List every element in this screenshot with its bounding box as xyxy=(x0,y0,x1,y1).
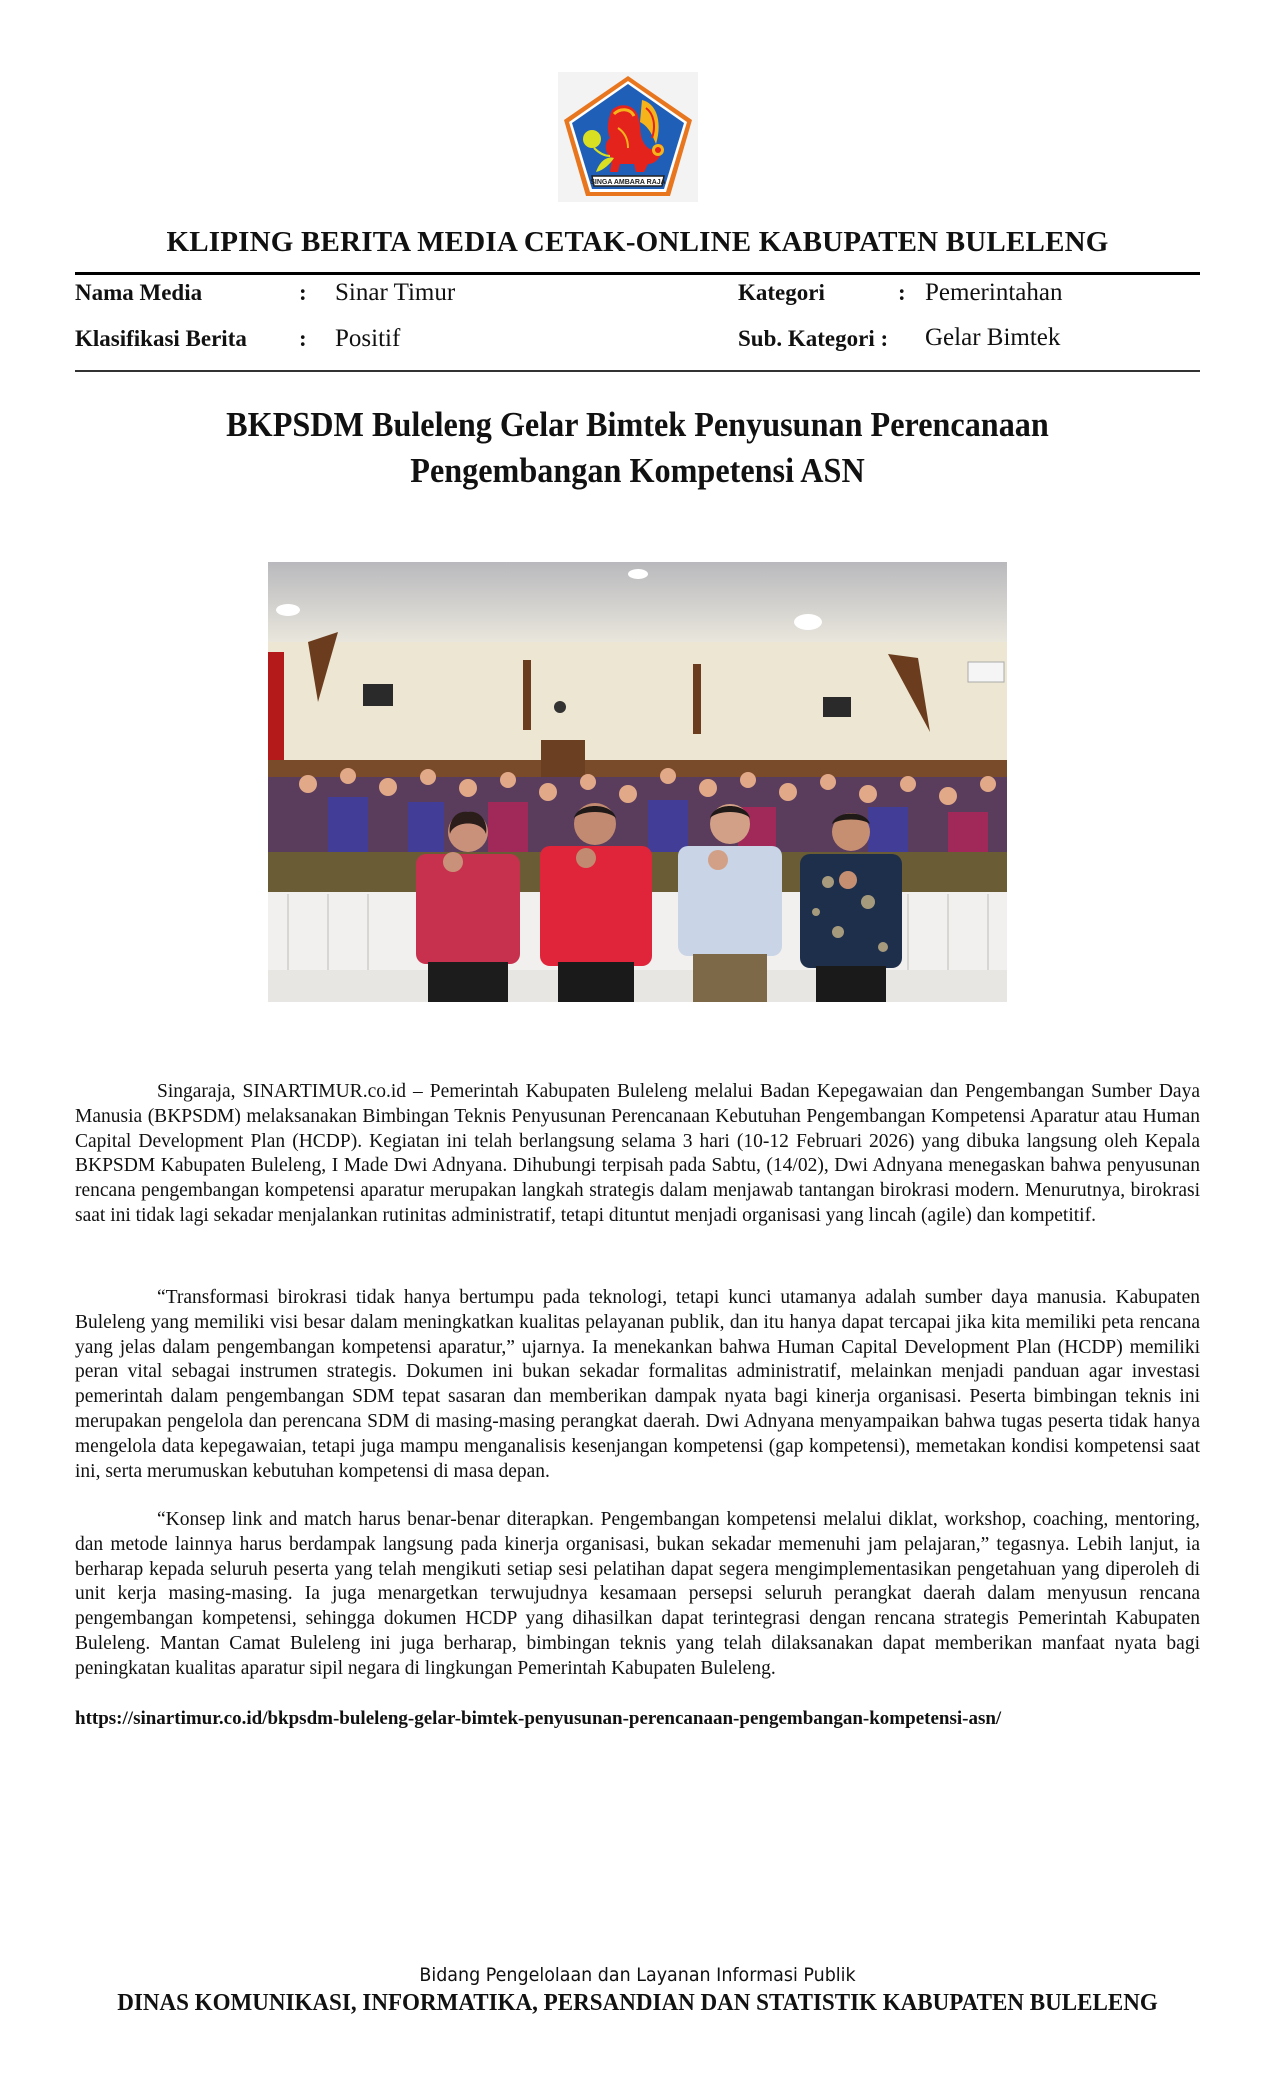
document-title: KLIPING BERITA MEDIA CETAK-ONLINE KABUPATEN BULELENG xyxy=(166,226,1109,258)
subcategory-colon: : xyxy=(880,326,889,351)
article-paragraph-3 xyxy=(75,1508,1200,1682)
article-paragraph-1 xyxy=(75,1080,1200,1229)
article-headline xyxy=(161,402,1113,494)
media-name-colon: : xyxy=(299,280,307,305)
article-photo xyxy=(268,562,1007,1002)
category-label: Kategori xyxy=(738,280,825,305)
buleleng-regency-emblem xyxy=(558,72,698,202)
footer-office-name: DINAS KOMUNIKASI, INFORMATIKA, PERSANDIAN DAN STATISTIK KABUPATEN BULELENG xyxy=(117,1990,1158,2016)
classification-label: Klasifikasi Berita xyxy=(75,326,247,351)
emblem-motto: SINGA AMBARA RAJA xyxy=(590,179,666,186)
article-paragraph-2 xyxy=(75,1286,1200,1484)
header-divider-top xyxy=(75,272,1200,275)
headline-line-2: Pengembangan Kompetensi ASN xyxy=(410,451,865,490)
footer-department: Bidang Pengelolaan dan Layanan Informasi Publik xyxy=(419,1964,856,1986)
classification-colon: : xyxy=(299,326,307,351)
subcategory-value: Gelar Bimtek xyxy=(925,324,1061,351)
emblem-image xyxy=(558,72,698,202)
category-colon: : xyxy=(898,280,906,305)
event-group-photo xyxy=(268,562,1007,1002)
paragraph-text: Singaraja, SINARTIMUR.co.id – Pemerintah Kabupaten Buleleng melalui Badan Kepegawaian dan Pengembangan Sumber Daya Manusia (BKPSDM) melaksanakan Bimbingan Teknis Penyusunan Perencanaan Kebutuhan Pengembangan Kompetensi Aparatur atau Human Capital Development Plan (HCDP). Kegiatan ini telah berlangsung selama 3 hari (10-12 Februari 2026) yang dibuka langsung oleh Kepala BKPSDM Kabupaten Buleleng, I Made Dwi Adnyana. Dihubungi terpisah pada Sabtu, (14/02), Dwi Adnyana menegaskan bahwa penyusunan rencana pengembangan kompetensi aparatur merupakan langkah strategis dalam menjawab tantangan birokrasi modern. Menurutnya, birokrasi saat ini tidak lagi sekadar menjalankan rutinitas administratif, tetapi dituntut menjadi organisasi yang lincah (agile) dan kompetitif. xyxy=(75,1081,1200,1226)
headline-line-1: BKPSDM Buleleng Gelar Bimtek Penyusunan Perencanaan xyxy=(226,405,1049,444)
source-url-link[interactable]: https://sinartimur.co.id/bkpsdm-buleleng-gelar-bimtek-penyusunan-perencanaan-pengembangan-kompetensi-asn/ xyxy=(75,1708,1002,1729)
media-name-value: Sinar Timur xyxy=(335,279,456,306)
paragraph-text: “Transformasi birokrasi tidak hanya bertumpu pada teknologi, tetapi kunci utamanya adalah sumber daya manusia. Kabupaten Buleleng yang memiliki visi besar dalam meningkatkan kualitas pelayanan publik, dan itu hanya dapat tercapai jika kita memiliki peta rencana yang jelas dalam pengembangan kompetensi aparatur,” ujarnya. Ia menekankan bahwa Human Capital Development Plan (HCDP) memiliki peran vital sebagai instrumen strategis. Dokumen ini bukan sekadar formalitas administratif, melainkan menjadi panduan agar investasi pemerintah dalam pengembangan SDM tepat sasaran dan memberikan dampak nyata bagi kinerja organisasi. Peserta bimbingan teknis ini merupakan pengelola dan perencana SDM di masing-masing perangkat daerah. Dwi Adnyana menyampaikan bahwa tugas peserta tidak hanya mengelola data kepegawaian, tetapi juga mampu menganalisis kesenjangan kompetensi (gap kompetensi), memetakan kondisi kompetensi saat ini, serta merumuskan kebutuhan kompetensi di masa depan. xyxy=(75,1287,1200,1482)
header-divider-bottom xyxy=(75,370,1200,372)
subcategory-label-text: Sub. Kategori xyxy=(738,326,875,351)
media-name-label: Nama Media xyxy=(75,280,203,305)
subcategory-label xyxy=(738,326,888,352)
classification-value: Positif xyxy=(335,325,401,352)
category-value: Pemerintahan xyxy=(925,279,1063,306)
paragraph-text: “Konsep link and match harus benar-benar diterapkan. Pengembangan kompetensi melalui diklat, workshop, coaching, mentoring, dan metode lainnya harus berdampak langsung pada kinerja organisasi, bukan sekadar memenuhi jam pelajaran,” tegasnya. Lebih lanjut, ia berharap kepada seluruh peserta yang telah mengikuti setiap sesi pelatihan dapat segera mengimplementasikan pengetahuan yang diperoleh di unit kerja masing-masing. Ia juga menargetkan terwujudnya kesamaan persepsi seluruh perangkat daerah dalam menyusun rencana pengembangan kompetensi, sehingga dokumen HCDP yang dihasilkan dapat terintegrasi dengan rencana strategis Pemerintah Kabupaten Buleleng. Mantan Camat Buleleng ini juga berharap, bimbingan teknis yang telah dilaksanakan dapat memberikan manfaat nyata bagi peningkatan kualitas aparatur sipil negara di lingkungan Pemerintah Kabupaten Buleleng. xyxy=(75,1509,1200,1679)
